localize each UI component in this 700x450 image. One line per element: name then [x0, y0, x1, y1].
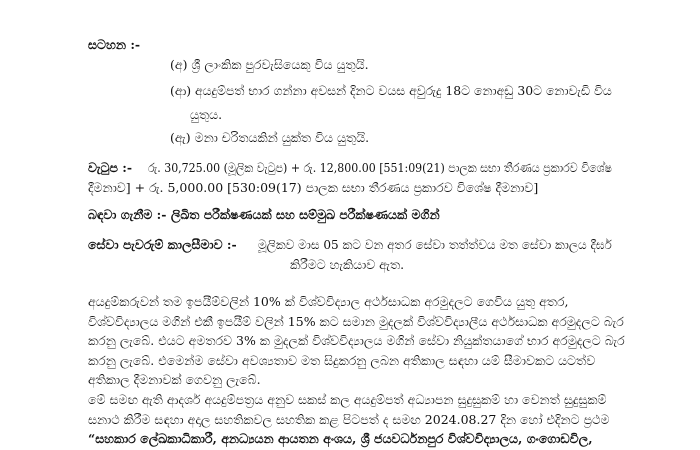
- service-period-label: සේවා පැවරුම් කාලසීමාව :-: [88, 237, 237, 252]
- provident-fund-paragraph: [88, 292, 625, 390]
- salary-line-1: රු. 30,725.00 (මූලික වැටුප) + රු. 12,800.00 [551:09(21) පාලක සභා තීරණය ප්‍රකාරව විශේෂ: [148, 160, 612, 175]
- service-period-line-1: මූලිකව මාස 05 කට වන අතර සේවා තත්ත්වය මත සේවා කාලය දීර්ඝ: [258, 237, 612, 252]
- paragraph-line: කරනු ලැබේ. එයට අමතරව 3% ක මුදලක් විශ්වවිද්‍යාලය මගින් සේවා නියුක්තයාගේ භාර අරමුදලට බැර: [88, 333, 625, 348]
- paragraph-line: අයදුම්කරුවන් තම ඉපයීම්වලින් 10% ක් විශ්වවිද්‍යාල අර්ථසාධක අරමුදලට ගෙවිය යුතු අතර,: [88, 294, 569, 309]
- note-item-c: (ඇ) මනා චරිතයකින් යුක්ත විය යුතුයි.: [170, 130, 370, 145]
- paragraph-line: “සහකාර ලේඛකාධිකාරී, අනධ්‍යයන ආයතන අංශය, ශ්‍රී ජයවර්ධනපුර විශ්වවිද්‍යාලය, ගංගොඩවිල,: [88, 431, 593, 446]
- application-paragraph: [88, 390, 608, 449]
- paragraph-line: සනාථ කිරීම සඳහා අදාල සහතිකවල සහතික කළ පිටපත් ද සමඟ 2024.08.27 දින හෝ එදිනට ප්‍රථම: [88, 411, 610, 427]
- note-item-b: (ආ) අයදුම්පත් භාර ගන්නා අවසන් දිනට වයස අවුරුදු 18ට නොඅඩු 30ට නොවැඩි විය: [170, 83, 612, 98]
- paragraph-line: මේ සමඟ ඇති ආදර්ශ අයදුම්පත්‍රය අනුව සකස් කල අයදුම්පත් අධ්‍යාපන සුදුසුකම් හා වෙනත් සුදුසුකම්: [88, 392, 607, 407]
- recruitment-text: බඳවා ගැනීම :- ලිඛිත පරීක්ෂණයක් සහ සම්මුඛ පරීක්ෂණයක් මගින්: [88, 207, 440, 222]
- notes-heading: සටහන :-: [88, 37, 141, 52]
- paragraph-line: විශ්වවිද්‍යාලය මගින් එකී ඉපයීම් වලින් 15% කට සමාන මුදලක් විශ්වවිද්‍යාලීය අර්ථසාධක අරමුදලට බැර: [88, 313, 624, 329]
- service-period-line-2: කිරීමට හැකියාව ඇත.: [290, 257, 405, 272]
- salary-line-2: දීමනාව] + රු. 5,000.00 [530:09(17) පාලක සභා තීරණය ප්‍රකාරව විශේෂ දීමනාව]: [88, 180, 539, 195]
- salary-label: වැටුප :-: [88, 160, 133, 175]
- note-item-b-cont: යුතුය.: [190, 107, 223, 122]
- paragraph-line: කරනු ලැබේ. එමෙන්ම සේවා අවශ්‍යතාව මත සිදුකරනු ලබන අතිකාල සඳහා යම් සීමාවකට යටත්ව: [88, 352, 596, 368]
- note-item-a: (අ) ශ්‍රී ලාංකික පුරවැසියෙකු විය යුතුයි.: [170, 57, 369, 72]
- paragraph-line: අතිකාල දීමනාවක් ගෙවනු ලැබේ.: [88, 372, 261, 387]
